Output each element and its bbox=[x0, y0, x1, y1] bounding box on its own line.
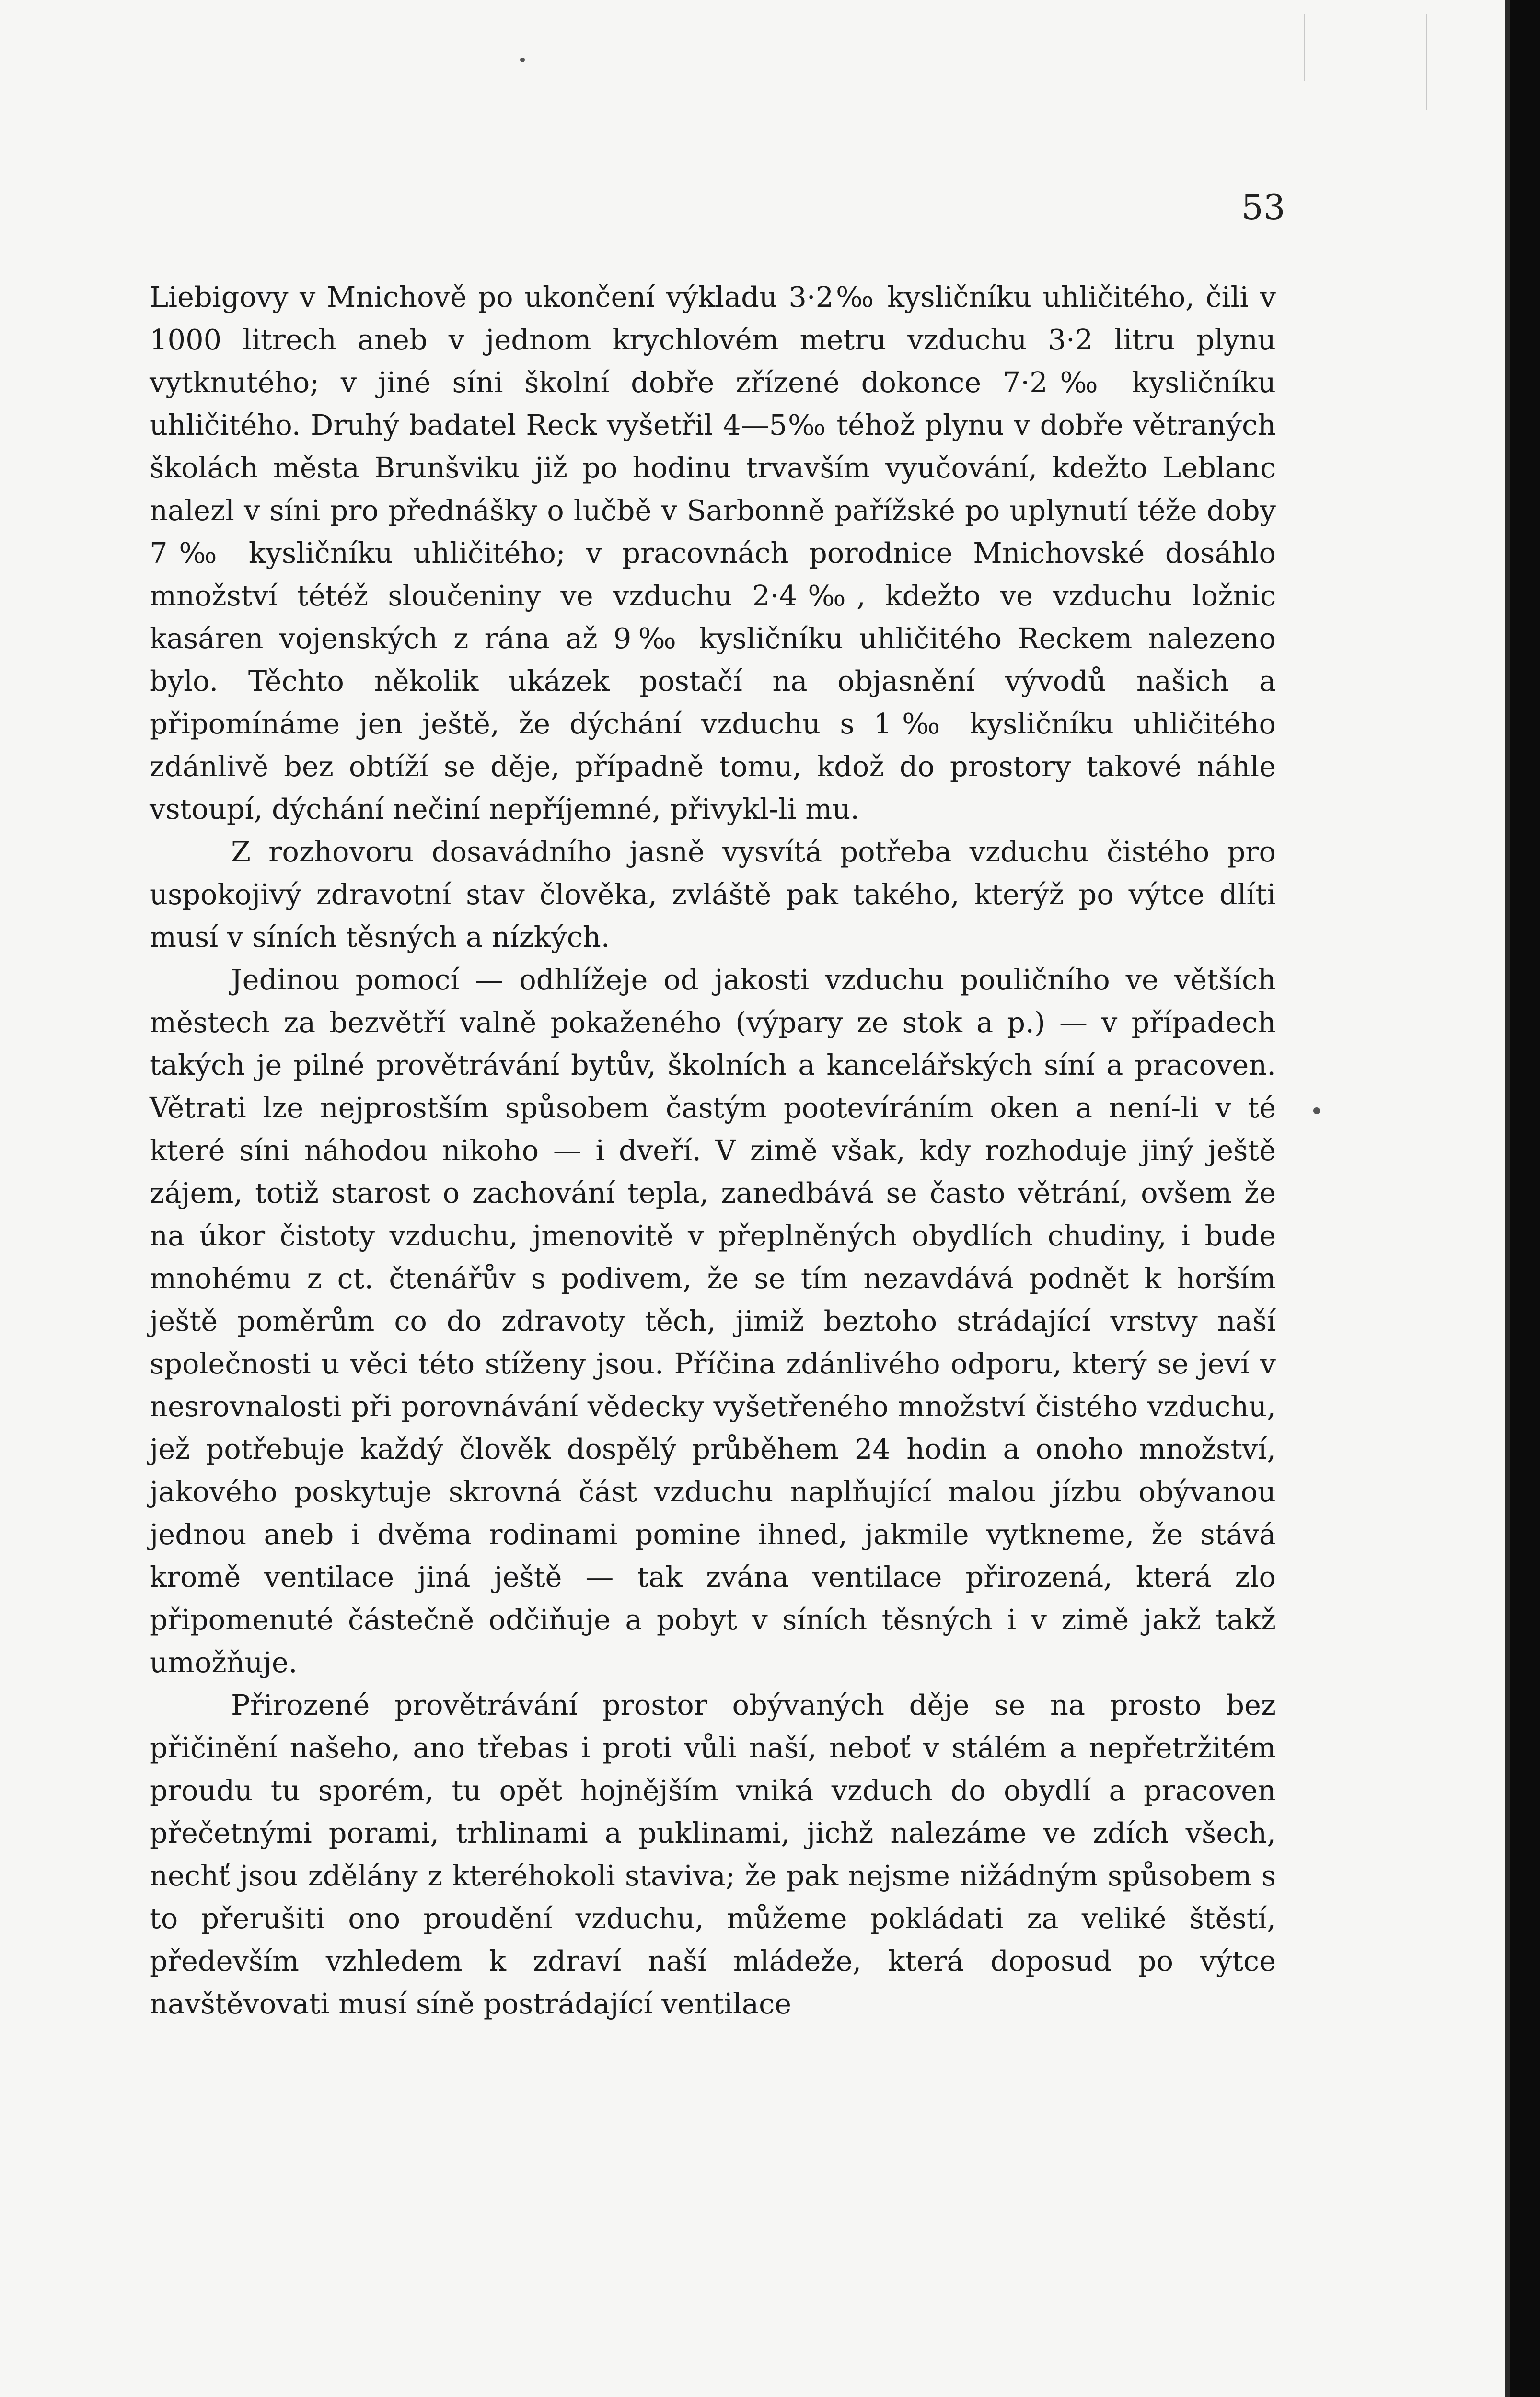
paragraph-2: Z rozhovoru dosavádního jasně vysvítá potřeba vzduchu čistého pro uspokojivý zdravotní stav člověka, zvláště pak takého, kterýž po výtce dlíti musí v síních těsných a nízkých. bbox=[150, 835, 1276, 954]
paragraph-3: Jedinou pomocí — odhlížeje od jakosti vzduchu pouličního ve větších městech za bezvětří valně pokaženého (výpary ze stok a p.) — v případech takých je pilné provětrávání bytův, školních a kancelářských síní a pracoven. Větrati lze nejprostším spůsobem častým pootevíráním oken a není-li v té které síni náhodou nikoho — i dveří. V zimě však, kdy rozhoduje jiný ještě zájem, totiž starost o zachování tepla, zanedbává se často větrání, ovšem že na úkor čistoty vzduchu, jmenovitě v přeplněných obydlích chudiny, i bude mnohému z ct. čtenářův s podivem, že se tím nezavdává podnět k horším ještě poměrům co do zdravoty těch, jimiž beztoho strádající vrstvy naší společnosti u věci této stíženy jsou. Příčina zdánlivého odporu, který se jeví v nesrovnalosti při porovnávání vědecky vyšetřeného množství čistého vzduchu, jež potřebuje každý člověk dospělý průběhem 24 hodin a onoho množství, jakového poskytuje skrovná část vzduchu naplňující malou jízbu obývanou jednou aneb i dvěma rodinami pomine ihned, jakmile vytkneme, že stává kromě ventilace jiná ještě — tak zvána ventilace přirozená, která zlo připomenuté částečně odčiňuje a pobyt v síních těsných i v zimě jakž takž umožňuje. bbox=[150, 963, 1276, 1679]
scan-artifact-line bbox=[1426, 14, 1427, 110]
scan-speck bbox=[520, 58, 525, 62]
scan-speck bbox=[1313, 1107, 1320, 1114]
scan-artifact-line bbox=[1304, 14, 1305, 81]
body-text bbox=[150, 276, 1276, 2025]
paper-edge-shadow bbox=[1505, 0, 1510, 2397]
page-number: 53 bbox=[1241, 187, 1285, 227]
paragraph-1: Liebigovy v Mnichově po ukončení výkladu 3·2‰ kysličníku uhličitého, čili v 1000 litrech aneb v jednom krychlovém metru vzduchu 3·2 litru plynu vytknutého; v jiné síni školní dobře zřízené dokonce 7·2‰ kysličníku uhličitého. Druhý badatel Reck vyšetřil 4—5‰ téhož plynu v dobře větraných školách města Brunšviku již po hodinu trvavším vyučování, kdežto Leblanc nalezl v síni pro přednášky o lučbě v Sarbonně pařížské po uplynutí téže doby 7‰ kysličníku uhličitého; v pracovnách porodnice Mnichovské dosáhlo množství tétéž sloučeniny ve vzduchu 2·4‰, kdežto ve vzduchu ložnic kasáren vojenských z rána až 9‰ kysličníku uhličitého Reckem nalezeno bylo. Těchto několik ukázek postačí na objasnění vývodů našich a připomínáme jen ještě, že dýchání vzduchu s 1‰ kysličníku uhličitého zdánlivě bez obtíží se děje, případně tomu, kdož do prostory takové náhle vstoupí, dýchání nečiní nepříjemné, přivykl-li mu. bbox=[150, 280, 1276, 826]
paragraph-4: Přirozené provětrávání prostor obývaných děje se na prosto bez přičinění našeho, ano třebas i proti vůli naší, neboť v stálém a nepřetržitém proudu tu sporém, tu opět hojnějším vniká vzduch do obydlí a pracoven přečetnými porami, trhlinami a puklinami, jichž nalezáme ve zdích všech, nechť jsou zdělány z kteréhokoli staviva; že pak nejsme nižádným spůsobem s to přerušiti ono proudění vzduchu, můžeme pokládati za veliké štěstí, především vzhledem k zdraví naší mládeže, která doposud po výtce navštěvovati musí síně postrádající ventilace bbox=[150, 1688, 1276, 2020]
